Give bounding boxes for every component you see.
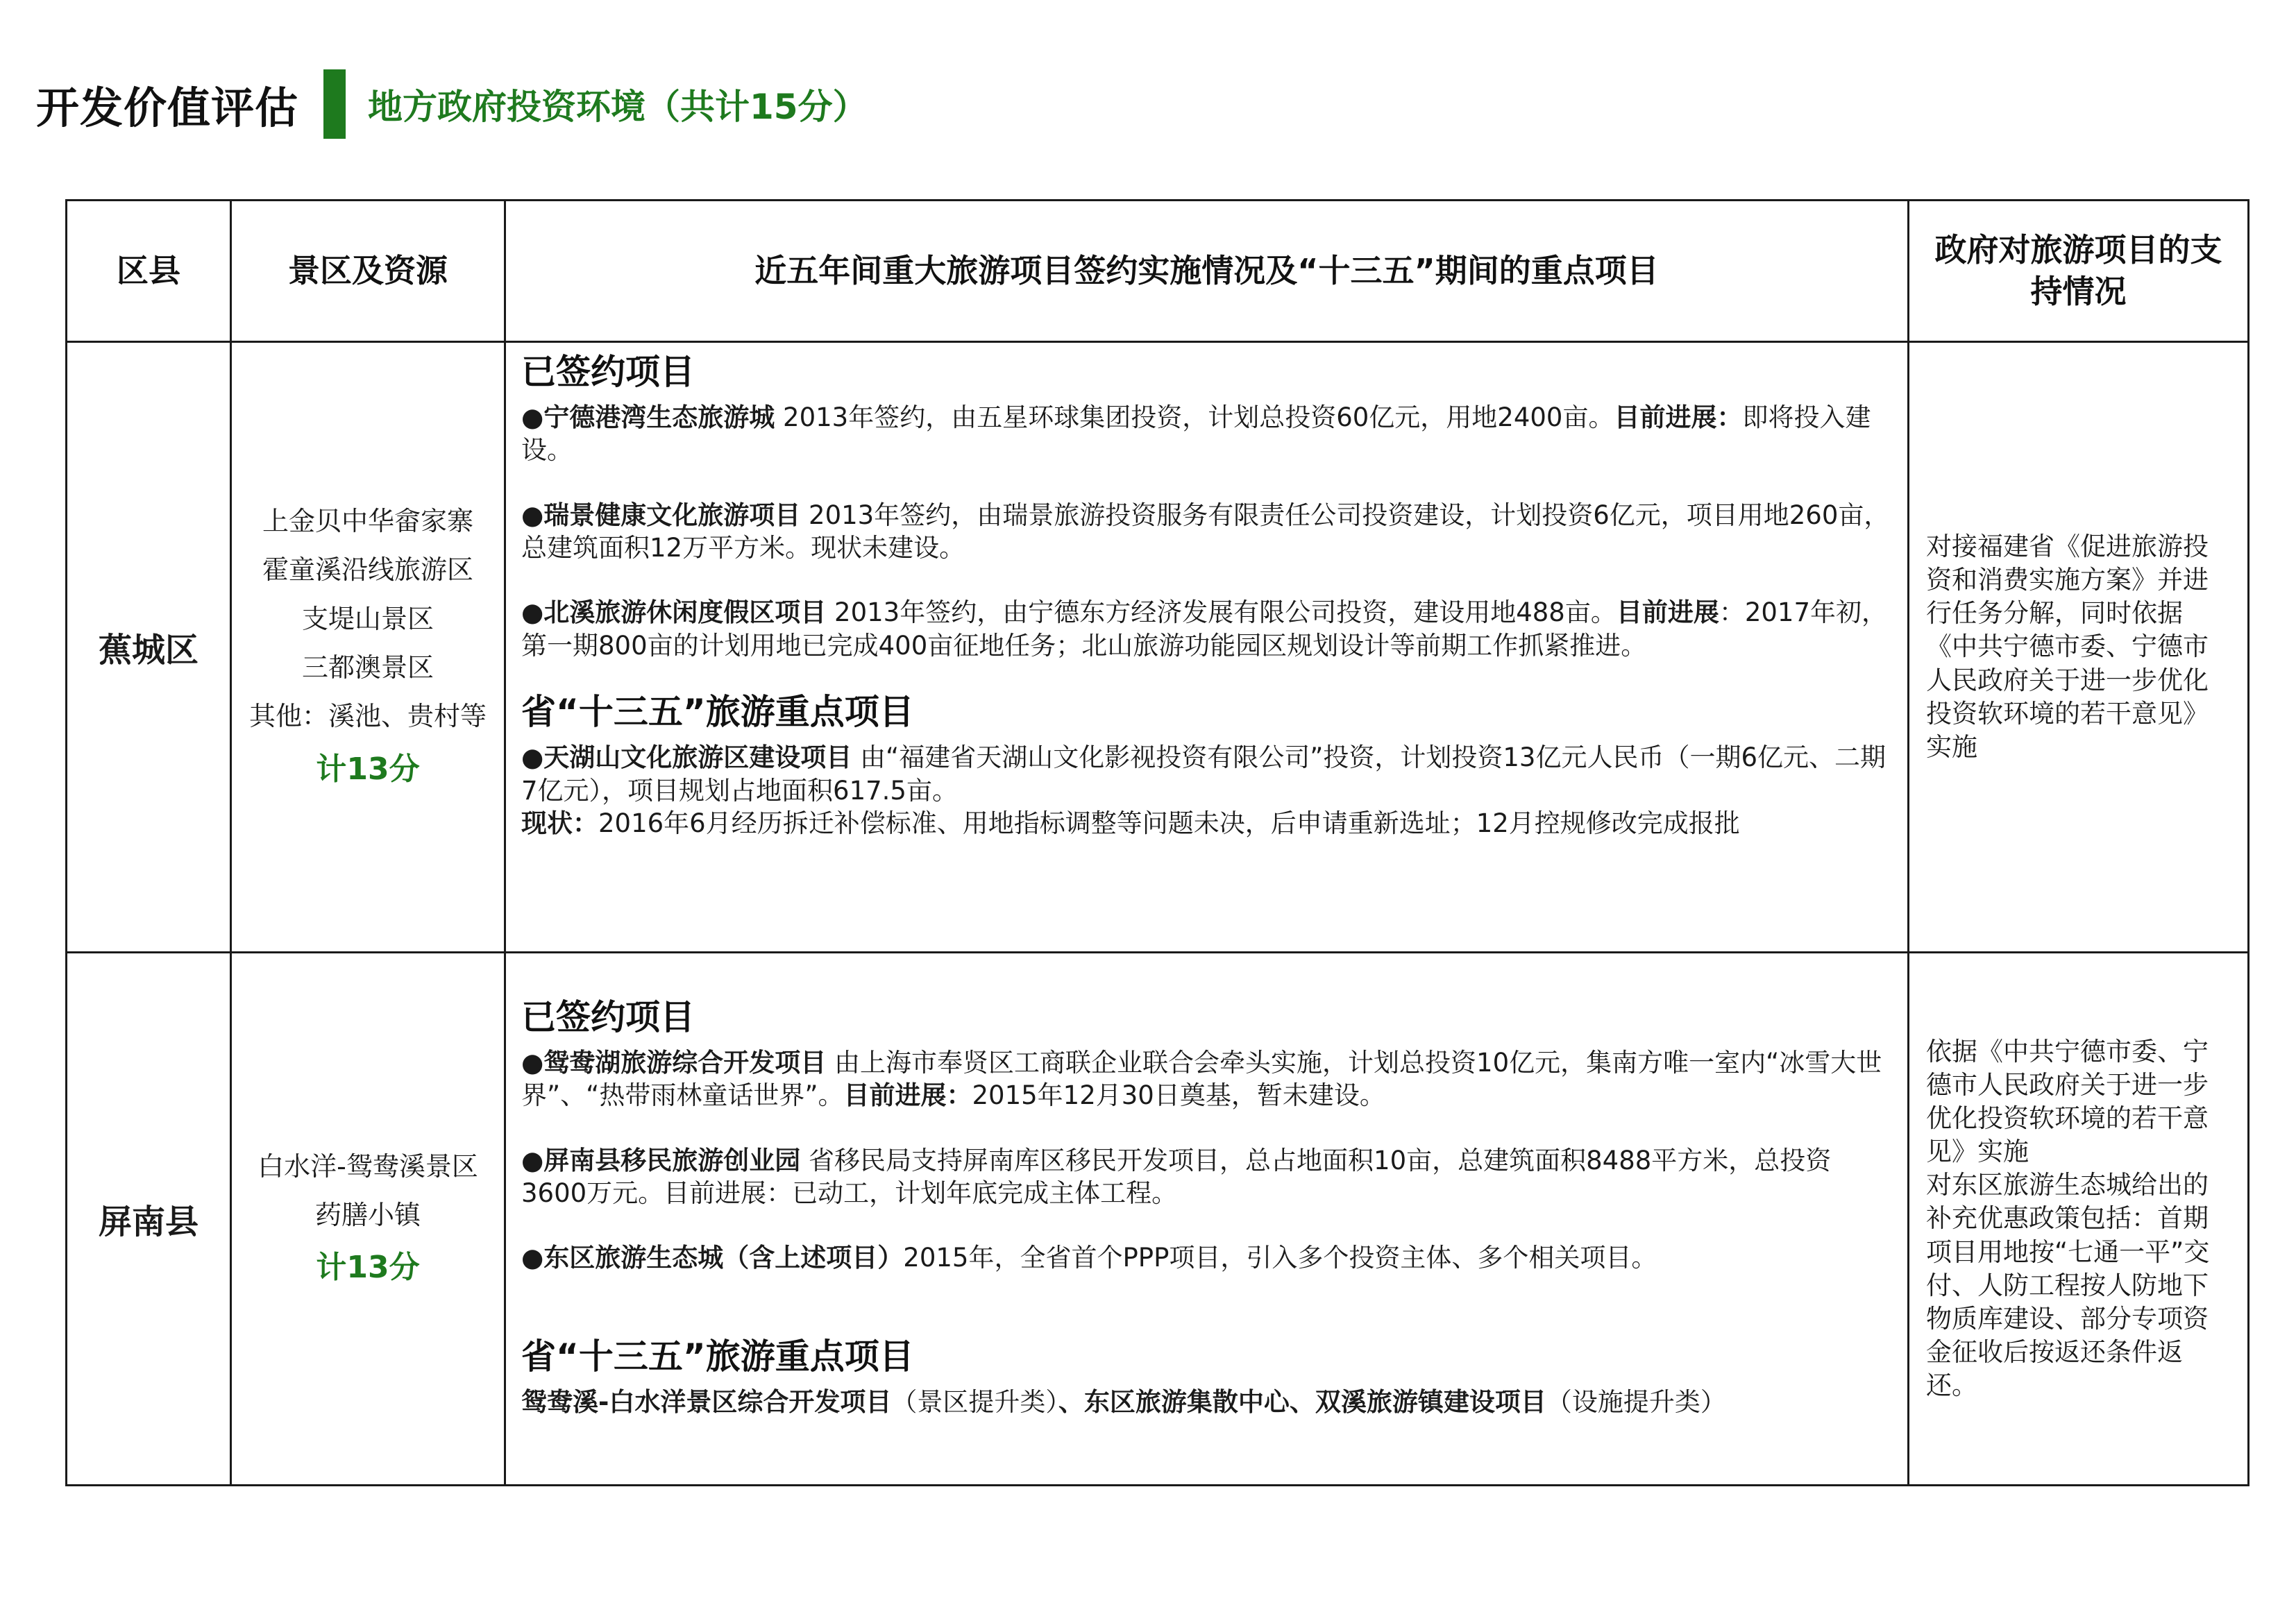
title-divider-bar [323,69,346,139]
page-header [36,69,868,139]
table-row [67,342,2249,953]
progress-label: 目前进展： [1614,402,1743,432]
table-header-row [67,201,2249,342]
project-name: ●北溪旅游休闲度假区项目 [521,597,827,628]
projects-cell [505,342,1909,953]
key-project-name: 鸳鸯溪-白水洋景区综合开发项目 [521,1386,892,1417]
header-resources: 景区及资源 [231,201,505,342]
project-entry [521,1046,1893,1112]
project-name: ●天湖山文化旅游区建设项目 [521,742,852,773]
project-name: ●屏南县移民旅游创业园 [521,1145,801,1175]
project-entry [521,596,1893,662]
table-row [67,953,2249,1486]
progress-text: ：2017年初，第一期800亩的计划用地已完成400亩征地任务；北山旅游功能园区规划设计等前期工作抓紧推进。 [521,597,1888,661]
support-text: 依据《中共宁德市委、宁德市人民政府关于进一步优化投资软环境的若干意见》实施 [1926,1036,2209,1167]
header-district: 区县 [67,201,231,342]
resources-cell [231,342,505,953]
project-name: ●瑞景健康文化旅游项目 [521,500,801,530]
district-cell: 屏南县 [67,953,231,1486]
progress-text: 2015年12月30日奠基，暂未建设。 [972,1080,1385,1111]
project-entry [521,1144,1893,1210]
resource-item: 其他：溪池、贵村等 [248,701,487,732]
resource-item: 白水洋-鸳鸯溪景区 [258,1150,478,1182]
header-projects: 近五年间重大旅游项目签约实施情况及“十三五”期间的重点项目 [505,201,1909,342]
key-project-entry [521,741,1893,807]
signed-projects-title: 已签约项目 [521,352,695,392]
progress-label: 目前进展 [1616,597,1719,628]
header-support-text: 政府对旅游项目的支持情况 [1934,230,2222,310]
support-cell [1909,953,2249,1486]
progress-label: 目前进展： [843,1080,972,1111]
project-text: 2013年签约，由瑞景旅游投资服务有限责任公司投资建设，计划投资6亿元，项目用地260亩，总建筑面积12万平方米。现状未建设。 [521,500,1890,563]
projects-cell [505,953,1909,1486]
key-project-name: 、东区旅游集散中心、双溪旅游镇建设项目 [1058,1386,1546,1417]
page-subtitle: 地方政府投资环境（共计15分） [368,87,868,127]
support-text: 对接福建省《促进旅游投资和消费实施方案》并进行任务分解，同时依据《中共宁德市委、宁德市人民政府关于进一步优化投资软环境的若干意见》实施 [1926,532,2209,762]
score-label: 计13分 [316,751,420,787]
header-support [1909,201,2249,342]
resource-item: 药膳小镇 [314,1199,421,1230]
support-text: 对东区旅游生态城给出的补充优惠政策包括：首期项目用地按“七通一平”交付、人防工程按人防地下物质库建设、部分专项资金征收后按返还条件返还。 [1926,1170,2210,1400]
project-text: 2015年，全省首个PPP项目，引入多个投资主体、多个相关项目。 [903,1243,1657,1273]
resource-item: 三都澳景区 [301,652,434,683]
project-entry [521,401,1893,467]
project-text: 2013年签约，由五星环球集团投资，计划总投资60亿元，用地2400亩。 [775,402,1614,432]
progress-text: 即将投入建设。 [521,402,1871,466]
resources-cell [231,953,505,1486]
status-label: 现状： [521,808,598,838]
project-name: ●东区旅游生态城（含上述项目） [521,1243,904,1273]
support-cell [1909,342,2249,953]
resource-item: 上金贝中华畲家寨 [262,506,473,537]
project-text: 2013年签约，由宁德东方经济发展有限公司投资，建设用地488亩。 [826,597,1617,628]
score-label: 计13分 [316,1250,420,1286]
key-projects-title: 省“十三五”旅游重点项目 [521,1336,914,1377]
resource-item: 霍童溪沿线旅游区 [262,554,473,586]
project-text: 由“福建省天湖山文化影视投资有限公司”投资，计划投资13亿元人民币（一期6亿元、二期7亿元），项目规划占地面积617.5亩。 [521,742,1886,806]
project-entry [521,1241,1893,1274]
page-title: 开发价值评估 [36,82,299,133]
project-text: 由上海市奉贤区工商联企业联合会牵头实施，计划总投资10亿元，集南方唯一室内“冰雪大世界”、“热带雨林童话世界”。 [521,1048,1882,1111]
project-entry [521,499,1893,565]
project-text: 省移民局支持屏南库区移民开发项目，总占地面积10亩，总建筑面积8488平方米，总投资3600万元。目前进展：已动工，计划年底完成主体工程。 [521,1145,1832,1209]
district-cell: 蕉城区 [67,342,231,953]
project-name: ●宁德港湾生态旅游城 [521,402,775,432]
key-project-category: （设施提升类） [1546,1386,1726,1417]
status-line [521,807,1893,840]
status-text: 2016年6月经历拆迁补偿标准、用地指标调整等问题未决，后申请重新选址；12月控规修改完成报批 [598,808,1740,838]
key-project-category: （景区提升类） [891,1386,1058,1417]
project-name: ●鸳鸯湖旅游综合开发项目 [521,1048,827,1078]
key-projects-title: 省“十三五”旅游重点项目 [521,692,914,733]
investment-environment-table [65,199,2249,1486]
resource-item: 支堤山景区 [301,603,434,634]
signed-projects-title: 已签约项目 [521,997,695,1037]
key-project-line [521,1386,1893,1418]
